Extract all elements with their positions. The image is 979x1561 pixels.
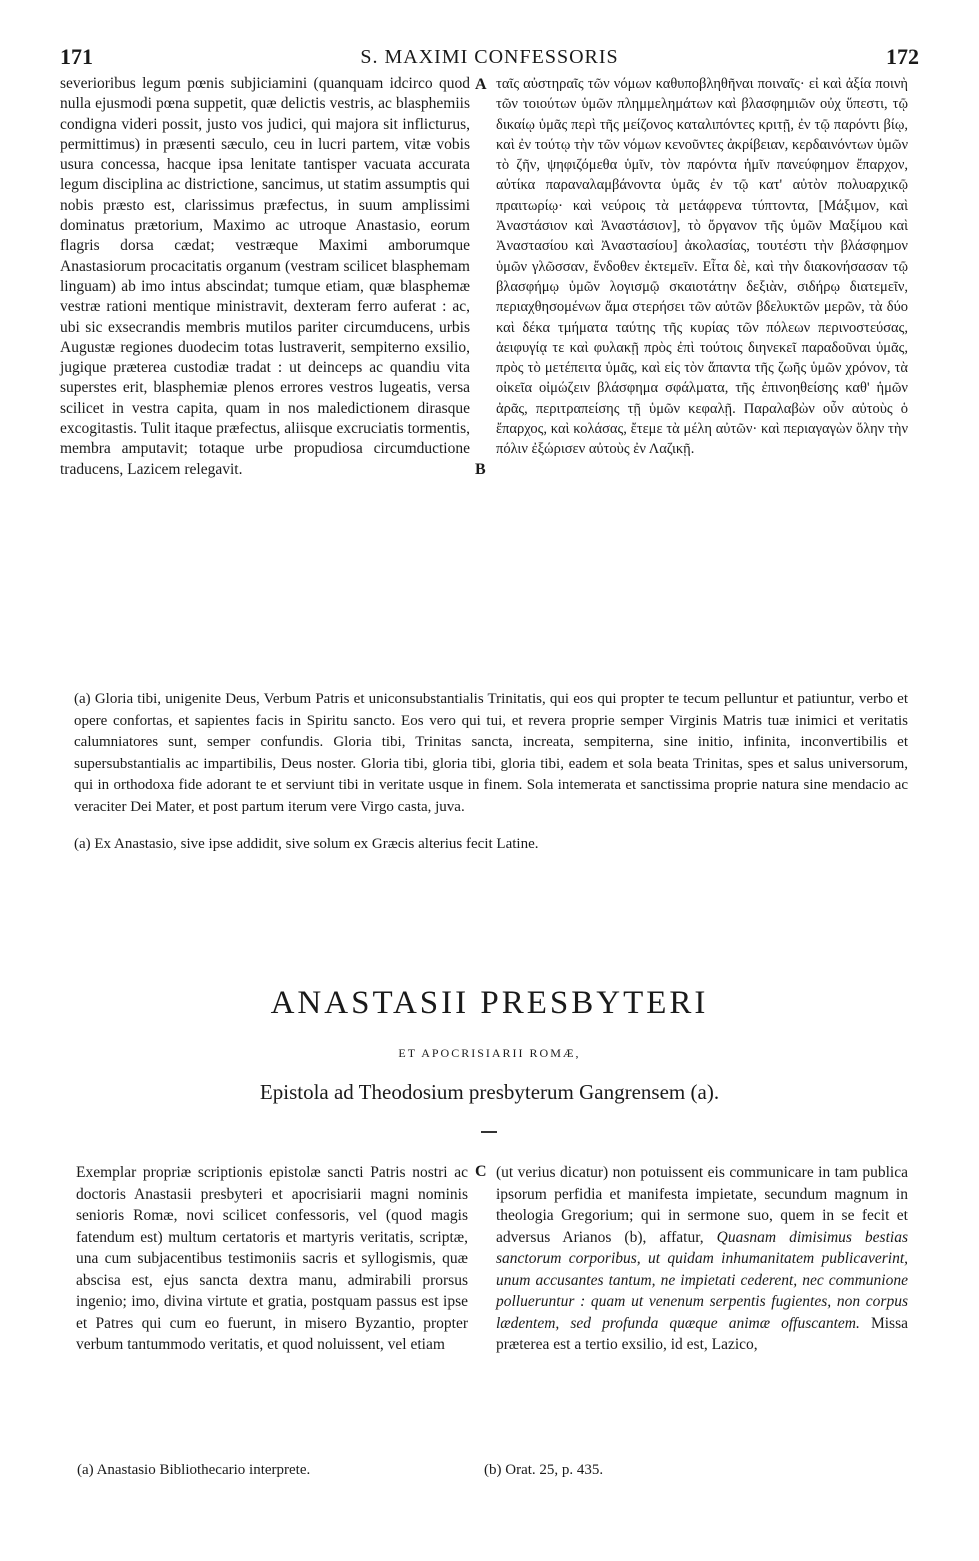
latin-column-bottom-right <box>496 1162 908 1356</box>
greek-column-top <box>496 74 908 460</box>
page-number-left: 171 <box>60 44 93 69</box>
section-marker-a: A <box>475 76 487 93</box>
epistle-title: Epistola ad Theodosium presbyterum Gangrensem (a). <box>259 1080 720 1104</box>
latin-column-top <box>60 74 470 480</box>
quotation-italic: Quasnam dimisimus bestias sanctorum corporibus, ut quidam inhumanitatem publicaverint, unum accusantes tantum, ne impietati cederent, nec communione pollueruntur : quam ut venenum serpentis fugientes, non corpus lædentem, sed profunda quæque animæ offuscantem. <box>496 1228 908 1332</box>
greek-text-top: ταῖς αὐστηραῖς τῶν νόμων καθυποβληθῆναι ποιναῖς· εἰ καὶ ἀξία ποινὴ τῶν τοιούτων ὑμῶν πλημμελημάτων καὶ βλασφημιῶν οὐχ ὕπεστι, τῷ δικαίῳ ὑμᾶς περὶ τῆς μείζονος καταλιπόντες κριτῇ, ἐν τῷ παρόντι βίῳ, καὶ ἐν τούτῳ τὴν τῶν νόμων κενοῦντες ἀκρίβειαν, κερδαινόντων ὑμῶν τὸ ζῆν, ψηφιζόμεθα ὑμῖν, τὸν παρόντα ἡμῖν πανεύφημον ἔπαρχον, αὐτίκα παραναλαμβάνοντα ὑμᾶς ἐν τῷ κατ' αὐτὸν πολυαρχικῷ πραιτωρίῳ· καὶ νεύροις τὰ μετάφρενα τύπτοντα, [Μάξιμον, καὶ Ἀναστάσιον καὶ Ἀναστάσιον], τὸ ὄργανον τῆς ὑμῶν Μαξίμου καὶ Ἀναστασίου καὶ Ἀναστασίου] ἀκολασίας, τουτέστι τὴν βλάσφημον ὑμῶν γλῶσσαν, ἔνδοθεν ἐκτεμεῖν. Εἶτα δὲ, καὶ τὴν διακονήσασαν τῷ βλασφήμῳ ὑμῶν λογισμῷ σκαιοτάτην δεξιὰν, σιδήρῳ διατεμεῖν, περιαχθησομένων ἅμα στερήσει τῶν αὐτῶν βδελυκτῶν μερῶν, τὰ δύο καὶ δέκα τμήματα ταύτης τῆς κυρίας τῶν πόλεων περινοστεύσας, ἀειφυγίᾳ τε καὶ φυλακῇ πρὸς ἐπὶ τούτοις διηνεκεῖ παραδοῦναι ὑμᾶς, πρὸς τὸ μετέπειτα ὑμᾶς, καὶ εἰς τὸν ἅπαντα τῆς ζωῆς ὑμῶν χρόνον, τὰ οἰκεῖα οἰμώζειν βλάσφημα σφάλματα, τῆς ἐπινοηθείσης καθ' ἡμῶν ἀρᾶς, περιτραπείσης τῇ ὑμῶν κεφαλῇ. Παραλαβὼν οὖν αὐτοὺς ὁ ἔπαρχος, καὶ κολάσας, ἔτεμε τὰ μέλη αὐτῶν· καὶ περιαγαγὼν ὅλην τὴν πόλιν ἐξώρισεν αὐτοὺς ἐν Λαζικῇ. <box>496 76 908 458</box>
latin-text-top: severioribus legum pœnis subjiciamini (quanquam idcirco quod nulla ejusmodi pœna suppetit, quæ delictis vestris, ac blasphemiis condigna videri possit, justo vos judici, qui majora sit inflicturus, permittimus) in præsenti sæculo, ceu in lucri partem, vitæ vobis usura concessa, hacque ipsa lenitate tantisper vacuata accurata legum disciplina ac districtione, sancimus, ut statim assumptis qui nobis præsto est, clarissimus præfectus, in suum amplissimi dominatus prætorium, Maximo ac utroque Anastasio, eorum flagris dorsa cædat; vestræque Maximi amborumque Anastasiorum procacitatis organum (vestram scilicet blasphemam linguam) ab imo intus abscindat; tumque etiam, quæ blasphemæ vestræ rationi mentique ministravit, dexteram ferro auferat : ac, ubi sic exsecrandis membris mutilos pariter circumducens, urbis Augustæ regiones duodecim totas lustraverit, sempiterno exsilio, jugique præterea custodiæ tradat : ut deinceps ac quandiu vita superstes erit, blasphemiæ plenos errores vestros lugeatis, versa scilicet in vestra capita, quam in nos maledictionem dirasque excogitastis. Tulit itaque præfectus, aliisque excruciatis tormentis, membra amputavit; totaque urbe propudiosa circumductione traducens, Lazicem relegavit. <box>60 75 470 478</box>
section-marker-b: B <box>475 461 486 478</box>
latin-text-bottom-right <box>496 1162 908 1356</box>
footnote-bottom-left: (a) Anastasio Bibliothecario interprete. <box>77 1462 311 1478</box>
latin-column-bottom-left <box>76 1162 468 1356</box>
section-subtitle: ET APOCRISIARII ROMÆ, <box>398 1046 581 1060</box>
running-title: S. MAXIMI CONFESSORIS <box>360 46 619 68</box>
page-number-right: 172 <box>886 44 919 69</box>
footnotes-block <box>74 689 908 856</box>
footnote-bottom-right: (b) Orat. 25, p. 435. <box>484 1462 604 1478</box>
footnote-gloria: (a) Gloria tibi, unigenite Deus, Verbum Patris et uniconsubstantialis Trinitatis, qui eos qui propter te tecum pelluntur et patiuntur, verbo et opere confortas, et sapientes facis in Spiritu sancto. Eos vero qui tui, et revera proprie semper Virginis Matris tuæ inimici et veritatis calumniatores sunt, semper confundis. Gloria tibi, Trinitas sancta, increata, sempiterna, sine initio, infinita, inconvertibilis et supersubstantialis ac impartibilis, Deus noster. Gloria tibi, gloria tibi, gloria tibi, eadem et sola beata Trinitas, spes et salus universorum, qui in orthodoxa fide adorant te et serviunt tibi in veritate usque in finem. Sola intemerata et sanctissima proprie natura sine mendacio ac veraciter Dei Mater, et post partum iterum vere Virgo casta, juva. <box>74 691 908 815</box>
footnote-anastasio: (a) Ex Anastasio, sive ipse addidit, sive solum ex Græcis alterius fecit Latine. <box>74 836 539 852</box>
page-header <box>60 44 919 74</box>
section-marker-c: C <box>475 1163 487 1180</box>
latin-text-bottom-left: Exemplar propriæ scriptionis epistolæ sancti Patris nostri ac doctoris Anastasii presbyteri et apocrisiarii magni nominis senioris Romæ, novi scilicet confessoris, vel (quod magis fatendum est) multum certatoris et martyris veritatis, scriptæ, una cum subjacentibus testimoniis sacris et syllogismis, quæ abscisa est, ejus sancta dextra manu, admirabili prorsus ingenio; imo, divina virtute et gratia, postquam passus est ipse et Patres qui cum eo fuerunt, in misero Byzantio, propter verbum tantummodo veritatis, et quod noluissent, vel etiam <box>76 1164 468 1353</box>
title-divider <box>481 1131 497 1133</box>
latin-text-bottom-right-part1: (ut verius dicatur) non potuissent eis communicare in tam publica ipsorum perfidia et manifesta impietate, secundum magnum in theologia Gregorium; qui in sermone suo, quem in se fecit et adversus Arianos (b), affatur, <box>496 1164 908 1246</box>
section-title: ANASTASII PRESBYTERI <box>270 985 709 1021</box>
latin-text-bottom-right-part2: Missa præterea est a tertio exsilio, id est, Lazico, <box>496 1314 908 1353</box>
